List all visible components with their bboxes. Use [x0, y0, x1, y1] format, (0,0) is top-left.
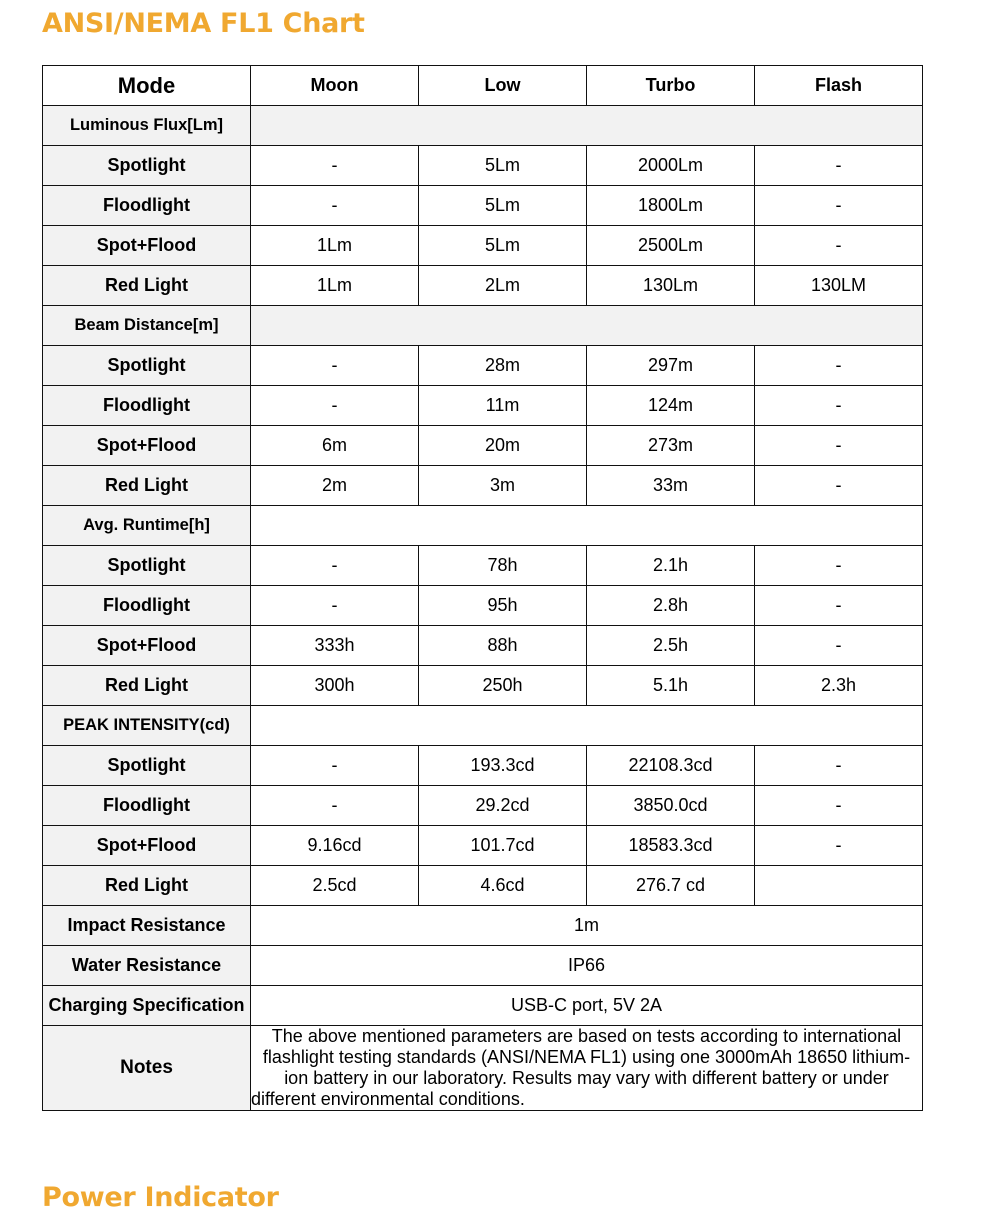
cell-moon: - [251, 186, 419, 226]
header-flash: Flash [755, 66, 923, 106]
table-row [43, 426, 923, 466]
row-label: Spotlight [43, 546, 251, 586]
row-label: Spot+Flood [43, 426, 251, 466]
row-label: Floodlight [43, 586, 251, 626]
section-blank [251, 306, 923, 346]
cell-moon: - [251, 786, 419, 826]
cell-flash: - [755, 186, 923, 226]
row-label: Spotlight [43, 346, 251, 386]
row-label: Spot+Flood [43, 226, 251, 266]
row-label: Red Light [43, 466, 251, 506]
water-row [43, 946, 923, 986]
cell-moon: - [251, 546, 419, 586]
row-label: Floodlight [43, 386, 251, 426]
section-row-peak-intensity [43, 706, 923, 746]
table-row [43, 626, 923, 666]
cell-turbo: 22108.3cd [587, 746, 755, 786]
section-blank [251, 706, 923, 746]
next-section-title: Power Indicator [42, 1182, 279, 1213]
table-row [43, 146, 923, 186]
page-title: ANSI/NEMA FL1 Chart [42, 8, 365, 39]
cell-flash: - [755, 426, 923, 466]
table-row [43, 466, 923, 506]
cell-low: 4.6cd [419, 866, 587, 906]
section-label: Avg. Runtime[h] [43, 506, 251, 546]
cell-flash: - [755, 386, 923, 426]
row-label: Spot+Flood [43, 826, 251, 866]
cell-turbo: 124m [587, 386, 755, 426]
cell-flash: - [755, 346, 923, 386]
cell-turbo: 276.7 cd [587, 866, 755, 906]
cell-flash: - [755, 466, 923, 506]
row-label: Red Light [43, 666, 251, 706]
cell-flash: 130LM [755, 266, 923, 306]
notes-label: Notes [43, 1026, 251, 1111]
cell-low: 5Lm [419, 226, 587, 266]
water-label: Water Resistance [43, 946, 251, 986]
table-row [43, 226, 923, 266]
row-label: Spotlight [43, 746, 251, 786]
cell-turbo: 130Lm [587, 266, 755, 306]
cell-low: 20m [419, 426, 587, 466]
cell-low: 78h [419, 546, 587, 586]
charging-label: Charging Specification [43, 986, 251, 1026]
table-row [43, 186, 923, 226]
table-row [43, 826, 923, 866]
cell-low: 28m [419, 346, 587, 386]
header-moon: Moon [251, 66, 419, 106]
section-label: PEAK INTENSITY(cd) [43, 706, 251, 746]
cell-turbo: 2.1h [587, 546, 755, 586]
table-row [43, 866, 923, 906]
section-row-beam-distance [43, 306, 923, 346]
cell-moon: 333h [251, 626, 419, 666]
cell-moon: 1Lm [251, 226, 419, 266]
header-row [43, 66, 923, 106]
cell-moon: - [251, 746, 419, 786]
cell-flash: - [755, 546, 923, 586]
cell-moon: 300h [251, 666, 419, 706]
section-blank [251, 106, 923, 146]
cell-low: 11m [419, 386, 587, 426]
header-turbo: Turbo [587, 66, 755, 106]
cell-low: 3m [419, 466, 587, 506]
cell-moon: - [251, 586, 419, 626]
cell-turbo: 2000Lm [587, 146, 755, 186]
cell-turbo: 297m [587, 346, 755, 386]
cell-moon: 9.16cd [251, 826, 419, 866]
cell-turbo: 1800Lm [587, 186, 755, 226]
cell-low: 29.2cd [419, 786, 587, 826]
cell-turbo: 33m [587, 466, 755, 506]
section-label: Luminous Flux[Lm] [43, 106, 251, 146]
section-row-luminous-flux [43, 106, 923, 146]
cell-turbo: 2.8h [587, 586, 755, 626]
section-row-avg-runtime [43, 506, 923, 546]
cell-turbo: 2500Lm [587, 226, 755, 266]
cell-low: 250h [419, 666, 587, 706]
section-label: Beam Distance[m] [43, 306, 251, 346]
header-low: Low [419, 66, 587, 106]
cell-moon: 6m [251, 426, 419, 466]
cell-flash [755, 866, 923, 906]
cell-moon: - [251, 346, 419, 386]
impact-value: 1m [251, 906, 923, 946]
table-row [43, 546, 923, 586]
table-row [43, 786, 923, 826]
cell-flash: - [755, 586, 923, 626]
fl1-spec-table [42, 65, 923, 1111]
cell-flash: 2.3h [755, 666, 923, 706]
charging-value: USB-C port, 5V 2A [251, 986, 923, 1026]
cell-turbo: 3850.0cd [587, 786, 755, 826]
table-row [43, 346, 923, 386]
cell-low: 2Lm [419, 266, 587, 306]
notes-text: The above mentioned parameters are based on tests according to international flashlight testing standards (ANSI/NEMA FL1) using one 3000mAh 18650 lithium-ion battery in our laboratory. Results may vary with different battery or under different environmental conditions. [251, 1026, 923, 1111]
cell-flash: - [755, 226, 923, 266]
cell-low: 5Lm [419, 186, 587, 226]
row-label: Red Light [43, 866, 251, 906]
table-row [43, 266, 923, 306]
cell-flash: - [755, 146, 923, 186]
cell-low: 5Lm [419, 146, 587, 186]
impact-row [43, 906, 923, 946]
cell-flash: - [755, 746, 923, 786]
cell-low: 101.7cd [419, 826, 587, 866]
cell-low: 88h [419, 626, 587, 666]
row-label: Floodlight [43, 786, 251, 826]
cell-moon: - [251, 386, 419, 426]
row-label: Floodlight [43, 186, 251, 226]
cell-low: 193.3cd [419, 746, 587, 786]
cell-flash: - [755, 626, 923, 666]
impact-label: Impact Resistance [43, 906, 251, 946]
cell-moon: 1Lm [251, 266, 419, 306]
cell-turbo: 5.1h [587, 666, 755, 706]
row-label: Spotlight [43, 146, 251, 186]
table-row [43, 746, 923, 786]
cell-turbo: 2.5h [587, 626, 755, 666]
cell-low: 95h [419, 586, 587, 626]
cell-flash: - [755, 786, 923, 826]
cell-flash: - [755, 826, 923, 866]
table-row [43, 386, 923, 426]
cell-turbo: 273m [587, 426, 755, 466]
cell-moon: - [251, 146, 419, 186]
row-label: Spot+Flood [43, 626, 251, 666]
cell-turbo: 18583.3cd [587, 826, 755, 866]
row-label: Red Light [43, 266, 251, 306]
cell-moon: 2m [251, 466, 419, 506]
charging-row [43, 986, 923, 1026]
table-row [43, 586, 923, 626]
notes-row [43, 1026, 923, 1111]
header-mode: Mode [43, 66, 251, 106]
section-blank [251, 506, 923, 546]
cell-moon: 2.5cd [251, 866, 419, 906]
water-value: IP66 [251, 946, 923, 986]
table-row [43, 666, 923, 706]
